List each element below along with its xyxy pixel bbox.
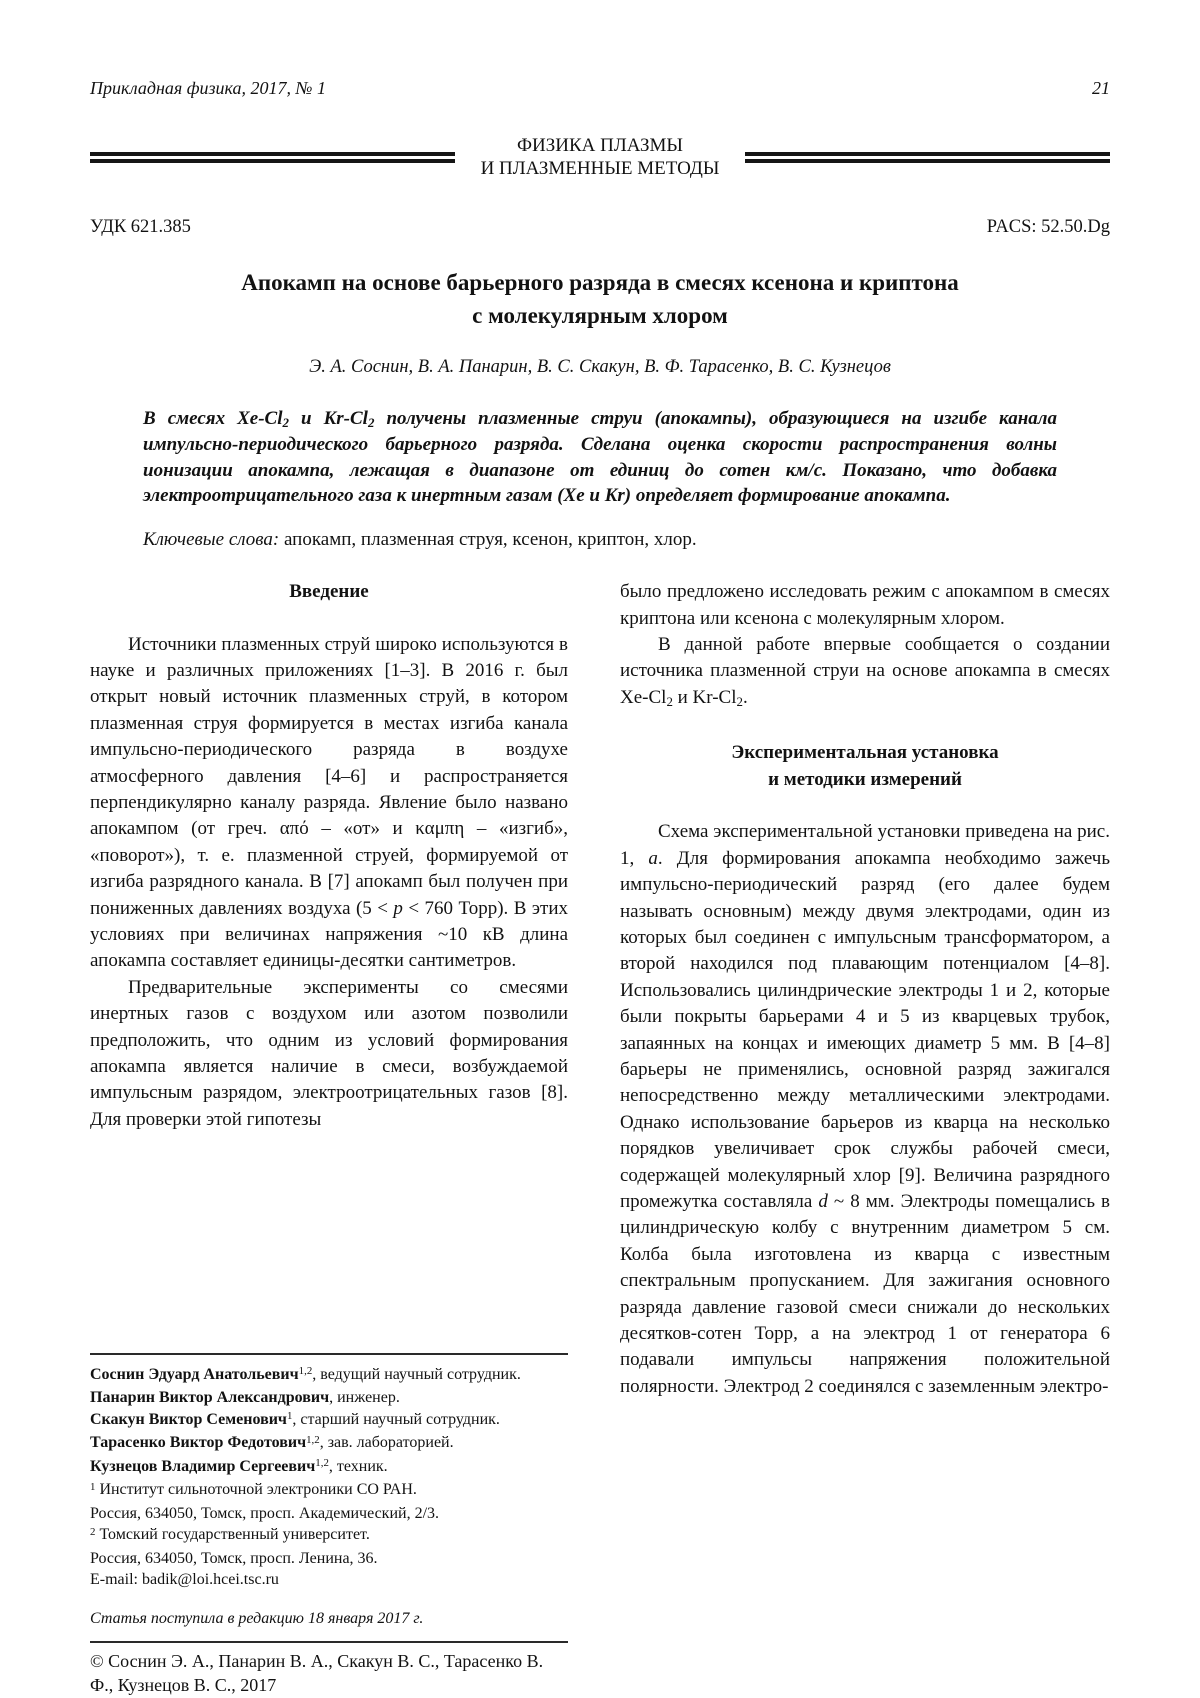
- codes-row: [90, 217, 1110, 238]
- footnote-line: Россия, 634050, Томск, просп. Академический, 2/3.: [90, 1504, 440, 1522]
- column-right: [620, 579, 1110, 1698]
- continuation-paragraph: было предложено исследовать режим с апокампом в смесях криптона или ксенона с молекулярным хлором.: [620, 581, 1110, 629]
- article-title: [90, 266, 1110, 333]
- section-heading-line-1: Экспериментальная установка: [731, 742, 999, 764]
- footnote-line: Кузнецов Владимир Сергеевич$^{1,2}$, техник.: [90, 1457, 388, 1475]
- footnote-line: E-mail: badik@loi.hcei.tsc.ru: [90, 1571, 279, 1589]
- footnote-line: Скакун Виктор Семенович$^1$, старший научный сотрудник.: [90, 1410, 500, 1428]
- abstract-text: В смесях Xe-Cl2 и Kr-Cl2 получены плазменные струи (апокампы), образующиеся на изгибе канала импульсно-периодического барьерного разряда. Сделана оценка скорости распространения волны ионизации апокампа, лежащая в диапазоне от единиц до сотен км/с. Показано, что добавка электроотрицательного газа к инертным газам (Xe и Kr) определяет формирование апокампа.: [143, 407, 1057, 506]
- footnote-divider: [90, 1353, 568, 1355]
- copyright-note: © Соснин Э. А., Панарин В. А., Скакун В. С., Тарасенко В. Ф., Кузнецов В. С., 2017: [90, 1651, 544, 1695]
- column-left: [90, 579, 568, 1698]
- section-heading: [620, 740, 1110, 793]
- footnote-authors: [90, 1364, 568, 1480]
- footnote-line: $^2$ Томский государственный университет.: [90, 1525, 370, 1544]
- keywords-line: [143, 528, 1057, 553]
- rubric-band: [90, 134, 1110, 182]
- footnote-line: Тарасенко Виктор Федотович$^{1,2}$, зав. лабораторией.: [90, 1433, 454, 1452]
- footnote-line: Россия, 634050, Томск, просп. Ленина, 36.: [90, 1549, 378, 1567]
- keywords-text: апокамп, плазменная струя, ксенон, криптон, хлор.: [279, 529, 697, 551]
- footnote-line: Соснин Эдуард Анатольевич$^{1,2}$, ведущий научный сотрудник.: [90, 1365, 521, 1383]
- journal-title: Прикладная физика, 2017, № 1: [90, 78, 326, 98]
- pacs-code: PACS: 52.50.Dg: [986, 217, 1110, 238]
- keywords-label: Ключевые слова:: [143, 529, 280, 551]
- rubric-title: [455, 134, 746, 182]
- authors-line: Э. А. Соснин, В. А. Панарин, В. С. Скакун, В. Ф. Тарасенко, В. С. Кузнецов: [309, 356, 891, 377]
- rubric-line-1: ФИЗИКА ПЛАЗМЫ: [517, 134, 683, 156]
- rubric-rule-right: [745, 152, 1110, 163]
- footnote-line: Панарин Виктор Александрович, инженер.: [90, 1389, 400, 1407]
- rubric-rule-left: [90, 152, 455, 163]
- footnote-line: $^1$ Институт сильноточной электроники СО РАН.: [90, 1480, 417, 1499]
- intro-heading: Введение: [289, 581, 369, 603]
- article-title-line-2: с молекулярным хлором: [472, 303, 728, 329]
- setup-paragraph: Схема экспериментальной установки приведена на рис. 1, а. Для формирования апокампа необходимо зажечь импульсно-периодический разряд (его далее будем называть основным) между двумя электродами, один из которых был соединен с импульсным трансформатором, а второй находился под плавающим потенциалом [4–8]. Использовались цилиндрические электроды 1 и 2, которые были покрыты барьерами 4 и 5 из кварцевых трубок, запаянных на концах и имеющих диаметр 5 мм. В [4–8] барьеры не применялись, основной разряд зажигался непосредственно между металлическими электродами. Однако использование барьеров из кварца на несколько порядков увеличивает срок службы рабочей смеси, содержащей молекулярный хлор [9]. Величина разрядного промежутка составляла d ~ 8 мм. Электроды помещались в цилиндрическую колбу с внутренним диаметром 5 см. Колба была изготовлена из кварца с известным спектральным пропусканием. Для зажигания основного разряда давление газовой смеси снижали до нескольких десятков-сотен Торр, а на электрод 1 от генератора 6 подавали импульсы напряжения положительной полярности. Электрод 2 соединялся с заземленным электро-: [620, 821, 1111, 1397]
- udk-code: УДК 621.385: [90, 217, 191, 238]
- section-heading-line-2: и методики измерений: [768, 768, 962, 790]
- footnote-affiliations: [90, 1479, 568, 1591]
- footnote-group: [90, 1353, 568, 1698]
- page-header: [90, 78, 1110, 100]
- new-work-paragraph: В данной работе впервые сообщается о создании источника плазменной струи на основе апокампа в смесях Xe-Cl2 и Kr-Cl2.: [620, 633, 1110, 710]
- two-column-body: [90, 579, 1110, 1698]
- rubric-line-2: И ПЛАЗМЕННЫЕ МЕТОДЫ: [480, 158, 720, 180]
- intro-paragraph-1: Источники плазменных струй широко используются в науке и различных приложениях [1–3]. В 2016 г. был открыт новый источник плазменных струй, в котором плазменная струя формируется в местах изгиба канала импульсно-периодического разряда в воздухе атмосферного давления [4–6] и распространяется перпендикулярно каналу разряда. Явление было названо апокампом (от греч. από – «от» и καμπη – «изгиб», «поворот»), т. е. плазменной струей, формируемой от изгиба разрядного канала. В [7] апокамп был получен при пониженных давлениях воздуха (5 < p < 760 Торр). В этих условиях при величинах напряжения ~10 кВ длина апокампа составляет единицы-десятки сантиметров.: [90, 633, 568, 972]
- intro-paragraph-2: Предварительные эксперименты со смесями инертных газов с воздухом или азотом позволили предположить, что одним из условий формирования апокампа является наличие в смеси, возбуждаемой импульсным разрядом, электроотрицательных газов [8]. Для проверки этой гипотезы: [90, 976, 568, 1130]
- received-note: Статья поступила в редакцию 18 января 2017 г.: [90, 1609, 424, 1627]
- page-number: 21: [1092, 78, 1110, 98]
- article-title-line-1: Апокамп на основе барьерного разряда в смесях ксенона и криптона: [241, 270, 959, 296]
